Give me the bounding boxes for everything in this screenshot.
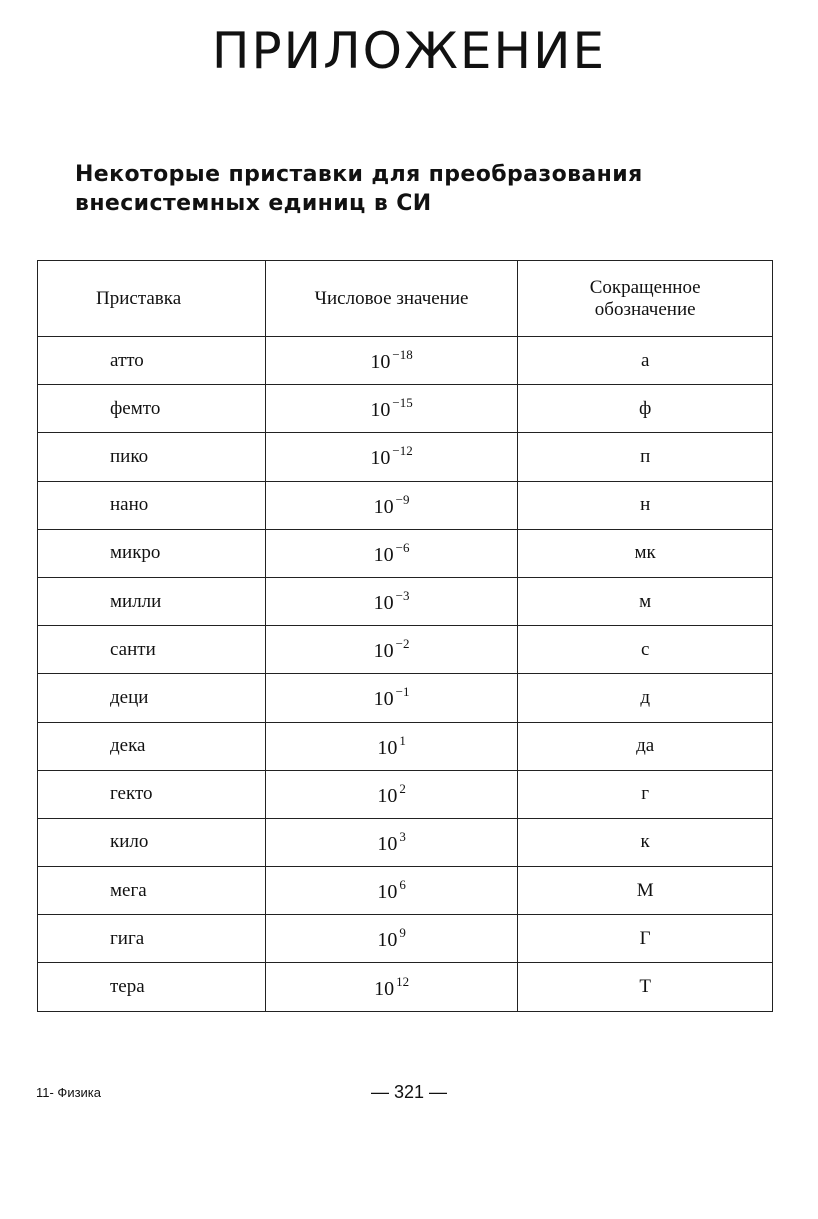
- value-exponent: 1: [399, 732, 406, 748]
- value-base: 10: [373, 592, 394, 615]
- table-row: [38, 433, 773, 481]
- table-row: [38, 770, 773, 818]
- numeric-value: [265, 963, 518, 1011]
- table-body: [38, 337, 773, 1012]
- numeric-value: [265, 626, 518, 674]
- abbreviation: г: [518, 770, 773, 818]
- abbreviation: м: [518, 577, 773, 625]
- prefix-name: кило: [38, 818, 266, 866]
- section-heading-line-2: внесистемных единиц в СИ: [75, 191, 432, 216]
- page-number: — 321 —: [370, 1082, 448, 1102]
- value-base: 10: [377, 784, 398, 807]
- table-row: [38, 867, 773, 915]
- numeric-value: [265, 433, 518, 481]
- table-row: [38, 674, 773, 722]
- abbreviation: да: [518, 722, 773, 770]
- value-exponent: 3: [399, 828, 406, 844]
- value-exponent: −15: [392, 395, 413, 411]
- prefix-name: гига: [38, 915, 266, 963]
- abbreviation: мк: [518, 529, 773, 577]
- value-base: 10: [377, 929, 398, 952]
- value-exponent: 12: [396, 973, 410, 989]
- numeric-value: [265, 385, 518, 433]
- prefix-table: [37, 260, 773, 1012]
- numeric-value: [265, 867, 518, 915]
- numeric-value: [265, 722, 518, 770]
- table-row: [38, 577, 773, 625]
- prefix-name: тера: [38, 963, 266, 1011]
- abbreviation: Г: [518, 915, 773, 963]
- prefix-name: дека: [38, 722, 266, 770]
- numeric-value: [265, 770, 518, 818]
- numeric-value: [265, 915, 518, 963]
- value-base: 10: [373, 495, 394, 518]
- abbreviation: п: [518, 433, 773, 481]
- value-exponent: −18: [392, 347, 413, 363]
- page-title: ПРИЛОЖЕНИЕ: [211, 22, 607, 80]
- value-exponent: 9: [399, 925, 406, 941]
- prefix-name: фемто: [38, 385, 266, 433]
- abbreviation: н: [518, 481, 773, 529]
- value-exponent: −1: [395, 684, 410, 700]
- numeric-value: [265, 337, 518, 385]
- numeric-value: [265, 818, 518, 866]
- value-base: 10: [370, 351, 391, 374]
- prefix-name: мега: [38, 867, 266, 915]
- table-row: [38, 337, 773, 385]
- table-row: [38, 818, 773, 866]
- value-base: 10: [377, 736, 398, 759]
- prefix-name: санти: [38, 626, 266, 674]
- abbreviation: д: [518, 674, 773, 722]
- numeric-value: [265, 577, 518, 625]
- value-exponent: 6: [399, 877, 406, 893]
- abbreviation: к: [518, 818, 773, 866]
- header-abbr-line-1: Сокращенное: [589, 276, 701, 298]
- table-header-row: [38, 261, 773, 337]
- prefix-name: нано: [38, 481, 266, 529]
- value-base: 10: [373, 640, 394, 663]
- value-base: 10: [370, 447, 391, 470]
- prefix-name: микро: [38, 529, 266, 577]
- table-row: [38, 529, 773, 577]
- abbreviation: Т: [518, 963, 773, 1011]
- table-row: [38, 915, 773, 963]
- value-base: 10: [374, 977, 395, 1000]
- prefix-name: гекто: [38, 770, 266, 818]
- section-heading-line-1: Некоторые приставки для преобразования: [75, 162, 643, 187]
- value-base: 10: [377, 832, 398, 855]
- prefix-name: деци: [38, 674, 266, 722]
- table-row: [38, 481, 773, 529]
- prefix-name: милли: [38, 577, 266, 625]
- numeric-value: [265, 481, 518, 529]
- value-base: 10: [373, 543, 394, 566]
- abbreviation: ф: [518, 385, 773, 433]
- header-abbr: [518, 261, 773, 337]
- value-exponent: −2: [395, 636, 410, 652]
- value-base: 10: [377, 881, 398, 904]
- abbreviation: а: [518, 337, 773, 385]
- value-exponent: −3: [395, 588, 410, 604]
- table-row: [38, 385, 773, 433]
- numeric-value: [265, 674, 518, 722]
- numeric-value: [265, 529, 518, 577]
- table-row: [38, 722, 773, 770]
- section-heading: [75, 160, 715, 218]
- table-row: [38, 626, 773, 674]
- value-exponent: −6: [395, 539, 410, 555]
- value-exponent: 2: [399, 780, 406, 796]
- prefix-name: атто: [38, 337, 266, 385]
- footer-subject: 11- Физика: [36, 1085, 102, 1100]
- header-prefix: Приставка: [38, 261, 266, 337]
- value-exponent: −9: [395, 491, 410, 507]
- value-base: 10: [373, 688, 394, 711]
- header-value: Числовое значение: [265, 261, 518, 337]
- value-base: 10: [370, 399, 391, 422]
- abbreviation: М: [518, 867, 773, 915]
- value-exponent: −12: [392, 443, 413, 459]
- prefix-name: пико: [38, 433, 266, 481]
- abbreviation: с: [518, 626, 773, 674]
- table-row: [38, 963, 773, 1011]
- header-abbr-line-2: обозначение: [594, 298, 696, 320]
